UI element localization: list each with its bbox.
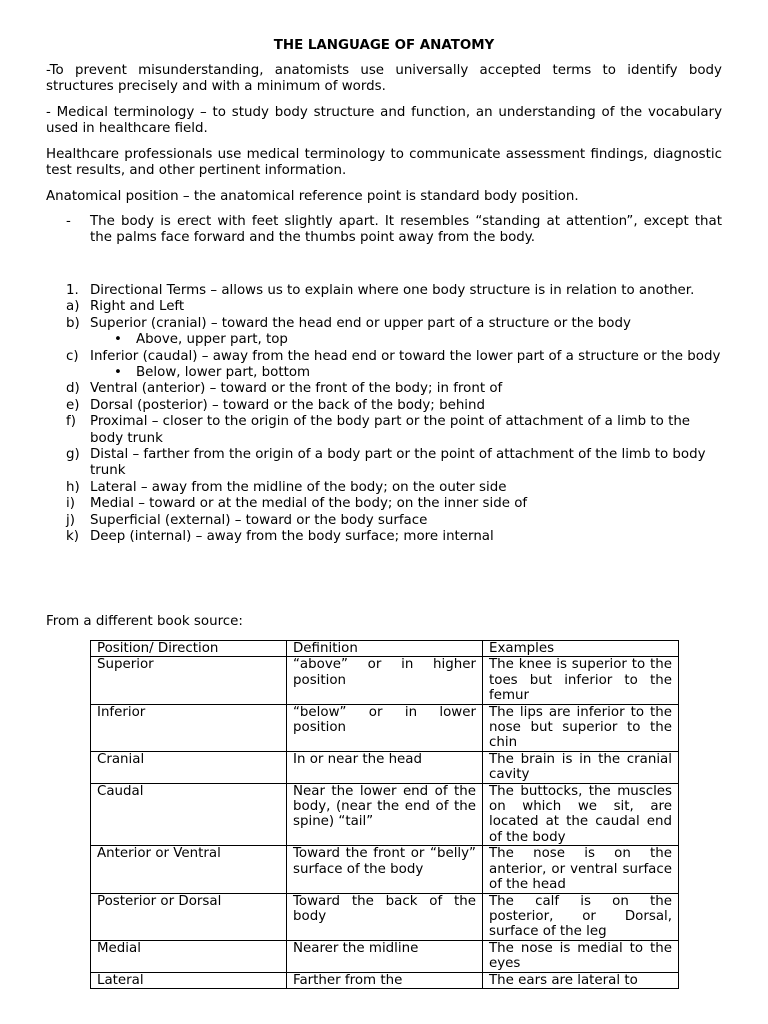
list-item [66, 480, 722, 496]
bullet-item [66, 332, 722, 348]
intro-paragraph-2: - Medical terminology – to study body structure and function, an understanding of the vocabulary used in healthcare field. [46, 105, 722, 137]
table-cell: The calf is on the posterior, or Dorsal, surface of the leg [483, 893, 679, 940]
list-item-marker: c) [66, 348, 79, 364]
table-cell: Farther from the [287, 972, 483, 988]
list-item-marker: h) [66, 479, 80, 495]
list-item-marker: f) [66, 414, 76, 430]
table-cell: “below” or in lower position [287, 704, 483, 751]
list-item [66, 398, 722, 414]
list-item [66, 447, 722, 480]
anatomical-position-description: The body is erect with feet slightly apart. It resembles “standing at attention”, except that the palms face forward and the thumbs point away from the body. [90, 214, 722, 246]
list-item-marker: k) [66, 529, 79, 545]
table-row [91, 657, 679, 704]
table-cell: Medial [91, 940, 287, 972]
list-item-text: Dorsal (posterior) – toward or the back of the body; behind [90, 397, 486, 413]
table-cell: The lips are inferior to the nose but superior to the chin [483, 704, 679, 751]
document-title: THE LANGUAGE OF ANATOMY [273, 38, 495, 53]
list-item-text: Proximal – closer to the origin of the body part or the point of attachment of a limb to the body trunk [90, 414, 691, 446]
table-header-cell: Definition [287, 641, 483, 657]
directions-table [90, 640, 679, 989]
list-item [66, 513, 722, 529]
dash-marker: - [66, 214, 71, 229]
bullet-icon: • [114, 332, 122, 348]
list-heading-text: Directional Terms – allows us to explain where one body structure is in relation to another. [90, 283, 695, 298]
list-item-marker: d) [66, 381, 80, 397]
table-cell: The brain is in the cranial cavity [483, 751, 679, 783]
table-row [91, 846, 679, 893]
list-item [66, 381, 722, 397]
table-cell: Inferior [91, 704, 287, 751]
table-cell: Caudal [91, 783, 287, 846]
list-item-text: Lateral – away from the midline of the body; on the outer side [90, 479, 507, 495]
table-cell: Toward the front or “belly” surface of the body [287, 846, 483, 893]
table-cell: In or near the head [287, 751, 483, 783]
table-row [91, 972, 679, 988]
table-cell: Anterior or Ventral [91, 846, 287, 893]
table-cell: Toward the back of the body [287, 893, 483, 940]
table-row [91, 940, 679, 972]
list-item-marker: b) [66, 315, 80, 331]
table-cell: Nearer the midline [287, 940, 483, 972]
table-cell: The ears are lateral to [483, 972, 679, 988]
list-item [66, 414, 722, 447]
bullet-text: Below, lower part, bottom [136, 365, 311, 381]
intro-paragraph-3: Healthcare professionals use medical terminology to communicate assessment findings, diagnostic test results, and other pertinent information. [46, 147, 722, 179]
list-item-text: Superficial (external) – toward or the body surface [90, 512, 428, 528]
list-item-text: Distal – farther from the origin of a body part or the point of attachment of the limb to body trunk [90, 447, 706, 479]
list-item [66, 529, 722, 545]
table-cell: Cranial [91, 751, 287, 783]
table-intro: From a different book source: [46, 614, 243, 629]
list-number: 1. [66, 283, 79, 298]
table-header-cell: Position/ Direction [91, 641, 287, 657]
list-item-marker: g) [66, 447, 80, 463]
anatomical-position-paragraph: Anatomical position – the anatomical reference point is standard body position. [46, 189, 579, 204]
table-cell: The nose is medial to the eyes [483, 940, 679, 972]
list-item [66, 299, 722, 315]
list-item [66, 316, 722, 332]
table-row [91, 704, 679, 751]
table-cell: Near the lower end of the body, (near the end of the spine) “tail” [287, 783, 483, 846]
list-item [66, 496, 722, 512]
bullet-icon: • [114, 365, 122, 381]
list-item-text: Superior (cranial) – toward the head end or upper part of a structure or the body [90, 315, 631, 331]
list-item-marker: e) [66, 397, 80, 413]
bullet-item [66, 365, 722, 381]
table-cell: The nose is on the anterior, or ventral surface of the head [483, 846, 679, 893]
table-header-row [91, 641, 679, 657]
table-cell: The buttocks, the muscles on which we sit, are located at the caudal end of the body [483, 783, 679, 846]
list-item-text: Deep (internal) – away from the body surface; more internal [90, 529, 494, 545]
table-cell: Superior [91, 657, 287, 704]
list-heading [66, 283, 722, 299]
table-cell: “above” or in higher position [287, 657, 483, 704]
table-header-cell: Examples [483, 641, 679, 657]
table-row [91, 751, 679, 783]
table-cell: The knee is superior to the toes but inferior to the femur [483, 657, 679, 704]
table-cell: Posterior or Dorsal [91, 893, 287, 940]
list-item-marker: j) [66, 512, 75, 528]
table-row [91, 893, 679, 940]
list-item-text: Right and Left [90, 299, 185, 315]
list-item-marker: i) [66, 496, 75, 512]
list-item-text: Inferior (caudal) – away from the head end or toward the lower part of a structure or the body [90, 348, 721, 364]
table-cell: Lateral [91, 972, 287, 988]
list-item-text: Medial – toward or at the medial of the body; on the inner side of [90, 496, 528, 512]
list-item [66, 349, 722, 365]
list-item-text: Ventral (anterior) – toward or the front of the body; in front of [90, 381, 503, 397]
intro-paragraph-1: -To prevent misunderstanding, anatomists use universally accepted terms to identify body structures precisely and with a minimum of words. [46, 63, 722, 95]
table-row [91, 783, 679, 846]
list-item-marker: a) [66, 299, 80, 315]
directional-terms-list [66, 283, 722, 546]
bullet-text: Above, upper part, top [136, 332, 288, 348]
